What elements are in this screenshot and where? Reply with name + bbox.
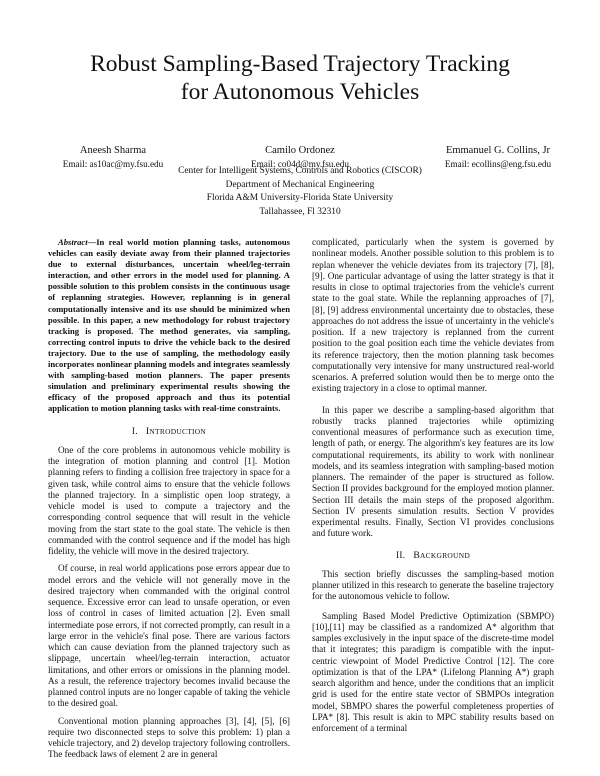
section-heading-introduction	[48, 426, 290, 437]
abstract-text: —In real world motion planning tasks, autonomous vehicles can easily deviate away from their planned trajectories due to external disturbances, uncertain wheel/leg-terrain interaction, and other errors in the model used for planning. A possible solution to this problem consists in the continuous usage of replanning strategies. However, replanning is in general computationally intensive and its use should be minimized when possible. In this paper, a new methodology for robust trajectory tracking is proposed. The method generates, via sampling, correcting control inputs to drive the vehicle back to the desired trajectory. Due to the use of sampling, the methodology easily incorporates nonlinear planning models and integrates seamlessly with sampling-based motion planners. The paper presents simulation and preliminary experimental results showing the efficacy of the proposed approach and thus its potential application to motion planning tasks with real-time constraints.	[48, 237, 290, 414]
paragraph: In this paper we describe a sampling-based algorithm that robustly tracks planned trajectories while optimizing conventional measures of performance such as execution time, length of path, or energy. The algorithm's key features are its low computational requirements, its ability to work with nonlinear models, and its seamless integration with sampling-based motion planners. The remainder of the paper is structured as follow. Section II provides background for the employed motion planner. Section III details the main steps of the proposed algorithm. Section IV presents simulation results. Section V provides experimental results. Finally, Section VI provides conclusions and future work.	[312, 404, 554, 539]
affiliation-block	[100, 165, 500, 219]
right-column	[312, 237, 554, 740]
section-heading-background	[312, 550, 554, 561]
abstract	[48, 237, 290, 415]
paragraph: This section briefly discusses the sampling-based motion planner utilized in this research to generate the baseline trajectory for the autonomous vehicle to follow.	[312, 568, 554, 602]
paragraph: Sampling Based Model Predictive Optimization (SBMPO) [10],[11] may be classified as a randomized A* algorithm that samples exclusively in the input space of the discrete-time model that it integrates; this paradigm is compatible with the input-centric viewpoint of Model Predictive Control [12]. The core optimization is that of the LPA* (Lifelong Planning A*) graph search algorithm and hence, under the conditions that an implicit grid is used for the entire state vector of SBMPOs integration model, SBMPO shares the powerful completeness properties of LPA* [8]. This result is akin to MPC stability results based on enforcement of a terminal	[312, 610, 554, 733]
paragraph-continuation: complicated, particularly when the system is governed by nonlinear models. Another possible solution to this problem is to replan whenever the vehicle deviates from its trajectory [7], [8], [9]. One particular advantage of using the latter strategy is that it results in close to optimal trajectories from the vehicle's current state to the goal state. While the replanning approaches of [7], [8], [9] address environmental uncertainty due to obstacles, these approaches do not address the issue of uncertainty in the vehicle's position. If a new trajectory is replanned from the current position to the goal position each time the vehicle deviates from its reference trajectory, then the motion planning task becomes computationally very intensive for many unstructured real-world scenarios. A preferred solution would then be to merge onto the existing trajectory in a close to optimal manner.	[312, 237, 554, 394]
author-email: Email: as10ac@my.fsu.edu	[62, 158, 164, 169]
title-line-2: for Autonomous Vehicles	[180, 79, 420, 105]
abstract-label: Abstract	[58, 237, 88, 247]
left-column	[48, 237, 290, 767]
paragraph: One of the core problems in autonomous vehicle mobility is the integration of motion planning and control [1]. Motion planning refers to finding a collision free trajectory in space for a given task, while control aims to ensure that the vehicle follows the planned trajectory. In a simplistic open loop strategy, a vehicle model is used to compute a trajectory and the corresponding control sequence that will result in the vehicle moving from the start state to the goal state. The vehicle is then commanded with the control sequence and if the model has high fidelity, the vehicle will move in the desired trajectory.	[48, 444, 290, 556]
affiliation-line: Department of Mechanical Engineering	[225, 179, 375, 190]
title-line-1: Robust Sampling-Based Trajectory Tracking	[90, 51, 510, 77]
author-name: Aneesh Sharma	[79, 145, 147, 156]
paragraph: Conventional motion planning approaches [3], [4], [5], [6] require two disconnected steps to solve this problem: 1) plan a vehicle trajectory, and 2) develop trajectory following controllers. The feedback laws of element 2 are in general	[48, 715, 291, 760]
section-title-initial: I	[145, 425, 150, 437]
affiliation-line: Florida A&M University-Florida State University	[206, 193, 394, 203]
section-title-rest: ACKGROUND	[420, 550, 470, 560]
affiliation-line: Tallahassee, Fl 32310	[259, 206, 341, 217]
affiliation-line: Center for Intelligent Systems, Controls and Robotics (CISCOR)	[178, 166, 422, 176]
section-number: II.	[396, 549, 406, 560]
author-email: Email: co04d@my.fsu.edu	[251, 158, 349, 169]
author-email: Email: ecollins@eng.fsu.edu	[444, 158, 552, 169]
paper-title	[40, 50, 560, 106]
author-name: Emmanuel G. Collins, Jr	[445, 145, 551, 156]
author-name: Camilo Ordonez	[265, 145, 335, 156]
section-title-initial: B	[413, 549, 421, 561]
section-title-rest: NTRODUCTION	[149, 426, 207, 436]
paragraph: Of course, in real world applications pose errors appear due to model errors and the vehicle will not generally move in the desired trajectory when commanded with the original control sequence. Excessive error can lead to unsafe operation, or even loss of control in cases of limited actuation [2]. Even small intermediate pose errors, if not corrected promptly, can result in a large error in the vehicle's final pose. There are various factors which can cause deviation from the planned trajectory such as slippage, uncertain wheel/leg-terrain interaction, actuator limitations, and other errors or omissions in the planning model. As a result, the reference trajectory becomes invalid because the planned control inputs are no longer capable of taking the vehicle to the desired goal.	[48, 563, 290, 709]
section-number: I.	[131, 425, 138, 436]
